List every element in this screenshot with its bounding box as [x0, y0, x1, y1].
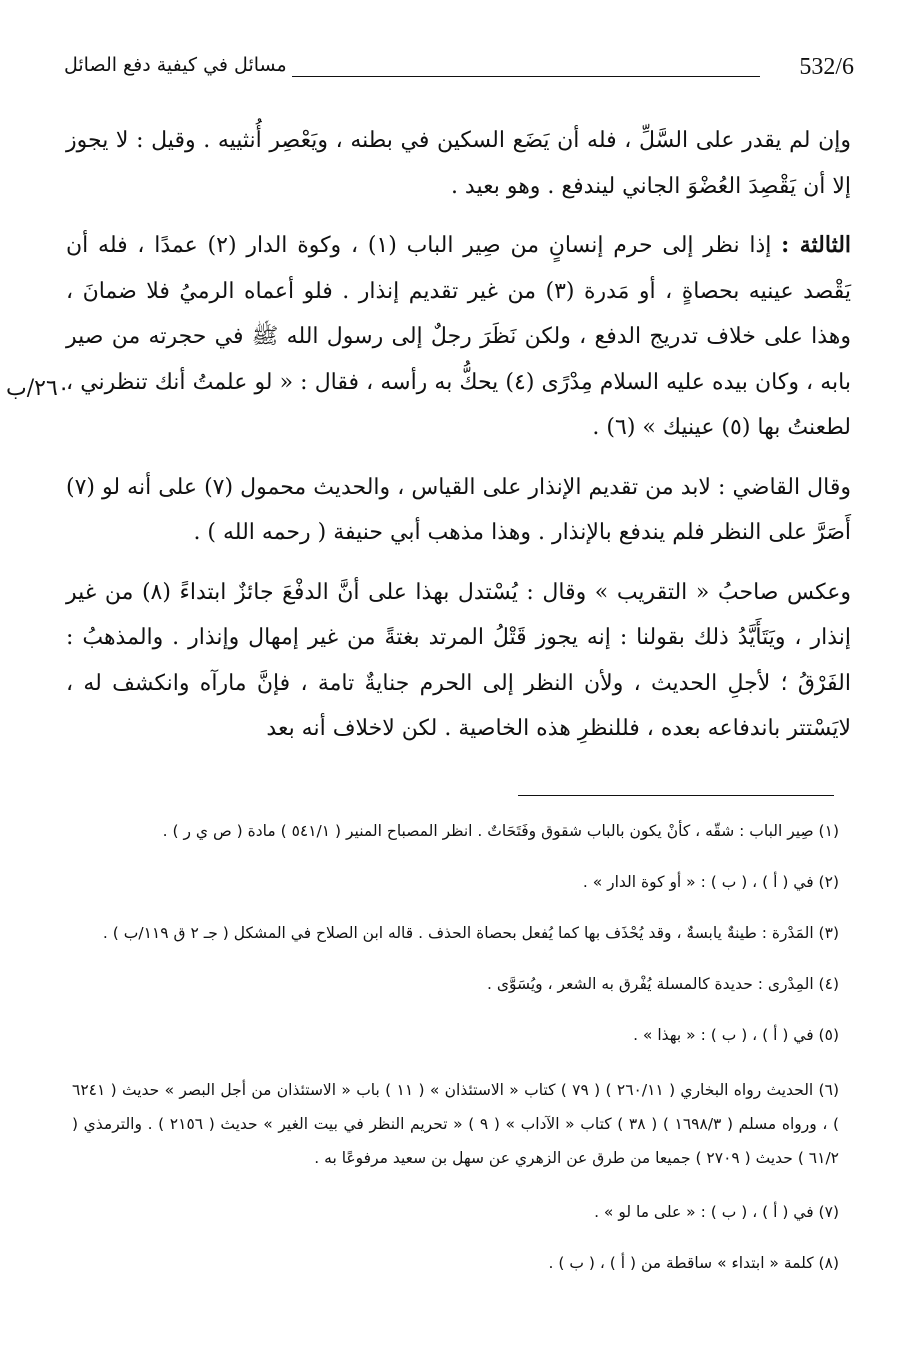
footnote-separator — [518, 795, 834, 796]
paragraph-4: وعكس صاحبُ « التقريب » وقال : يُسْتدل بهذا على أنَّ الدفْعَ جائزٌ ابتداءً (٨) من غير إنذار ، ويَتَأَيَّدُ ذلك بقولنا : إنه يجوز قَتْلُ المرتد بغتةً من غير إمهال وإنذار . والمذهبُ : الفَرْقُ ؛ لأجلِ الحديث ، ولأن النظر إلى الحرم جنايةٌ تامة ، فإنَّ مارآه وانكشف له ، لايَسْتتر باندفاعه بعده ، فللنظرِ هذه الخاصية . لكن لاخلاف أنه بعد — [66, 579, 851, 741]
footnote-5: (٥) في ( أ ) ، ( ب ) : « بهذا » . — [633, 1026, 839, 1044]
page-number: 532/6 — [799, 54, 854, 80]
footnote-2: (٢) في ( أ ) ، ( ب ) : « أو كوة الدار » . — [582, 873, 839, 891]
margin-folio-note: ٢٦٠/ب — [6, 376, 70, 401]
footnote-3: (٣) المَدْرة : طينةٌ يابسةٌ ، وقد يُحْذَف بها كما يُفعل بحصاة الحذف . قاله ابن الصلاح في المشكل ( جـ ٢ ق ١١٩/ب ) . — [102, 924, 839, 942]
paragraph-2-text: إذا نظر إلى حرم إنسانٍ من صِير الباب (١) ، وكوة الدار (٢) عمدًا ، فله أن يَقْصد عينيه بحصاةٍ ، أو مَدرة (٣) من غير تقديم إنذار . فلو أعماه الرميُ فلا ضمانَ ، وهذا على خلاف تدريج الدفع ، ولكن نَظَرَ رجلٌ إلى رسول الله ﷺ في حجرته من صير بابه ، وكان بيده عليه السلام مِدْرًى (٤) يحكُّ به رأسه ، فقال : « لو علمتُ أنك تنظرني ، لطعنتُ بها (٥) عينيك » (٦) . — [66, 233, 851, 440]
main-text — [66, 118, 851, 766]
footnote-7: (٧) في ( أ ) ، ( ب ) : « على ما لو » . — [594, 1203, 839, 1221]
paragraph-2 — [66, 223, 851, 451]
page-header — [64, 52, 854, 88]
paragraph-2-lead: الثالثة : — [781, 232, 852, 258]
footnotes — [72, 818, 839, 1301]
footnote-4: (٤) المِدْرى : حديدة كالمسلة يُفْرق به الشعر ، ويُسَوَّى . — [487, 975, 839, 993]
footnote-6: (٦) الحديث رواه البخاري ( ٢٦٠/١١ ) ( ٧٩ ) كتاب « الاستئذان » ( ١١ ) باب « الاستئذان من أجل البصر » حديث ( ٦٢٤١ ) ، ورواه مسلم ( ١٦٩٨/٣ ) ( ٣٨ ) كتاب « الآداب » ( ٩ ) « تحريم النظر في بيت الغير » حديث ( ٢١٥٦ ) . والترمذي ( ٦١/٢ ) حديث ( ٢٧٠٩ ) جميعا من طرق عن الزهري عن سهل بن سعيد مرفوعًا به . — [72, 1081, 839, 1167]
header-rule — [292, 76, 760, 77]
footnote-8: (٨) كلمة « ابتداء » ساقطة من ( أ ) ، ( ب ) . — [548, 1254, 839, 1272]
running-title: مسائل في كيفية دفع الصائل — [64, 54, 287, 76]
paragraph-3: وقال القاضي : لابد من تقديم الإنذار على القياس ، والحديث محمول (٧) على أنه لو (٧) أَصَرَّ على النظر فلم يندفع بالإنذار . وهذا مذهب أبي حنيفة ( رحمه الله ) . — [66, 474, 852, 545]
paragraph-1: وإن لم يقدر على السَّلِّ ، فله أن يَضَع السكين في بطنه ، ويَعْصِر أُنثييه . وقيل : لا يجوز إلا أن يَقْصِدَ العُضْوَ الجاني ليندفع . وهو بعيد . — [66, 128, 851, 199]
footnote-1: (١) صِير الباب : شقّه ، كأنْ يكون بالباب شقوق وفَتَحَاتٌ . انظر المصباح المنير ( ٥٤١/١ ) مادة ( ص ي ر ) . — [162, 822, 839, 840]
